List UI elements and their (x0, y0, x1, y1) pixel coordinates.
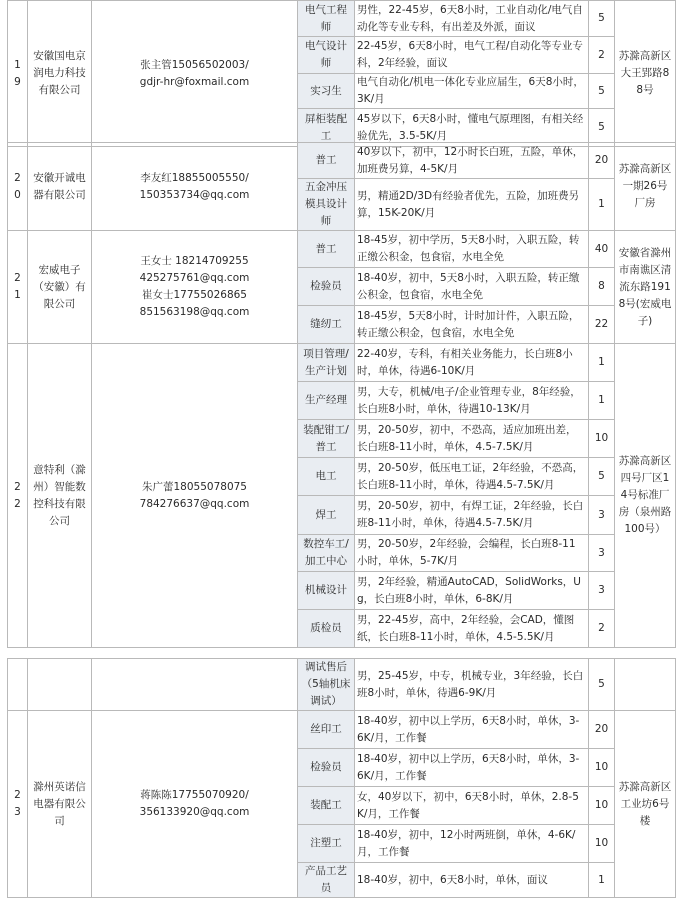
row-number: 21 (8, 231, 28, 344)
job-title: 检验员 (298, 749, 355, 787)
job-requirements: 男，20-50岁，初中，有焊工证，2年经验，长白班8-11小时，单休，待遇4.5-7.5K/月 (355, 496, 589, 535)
job-requirements: 男性，22-45岁，6天8小时，工业自动化/电气自动化等专业专科，有出差及外派，面议 (355, 1, 589, 37)
contact-line: gdjr-hr@foxmail.com (139, 75, 250, 88)
job-headcount: 20 (589, 143, 615, 179)
section-companies-20-21 (7, 142, 675, 339)
jobs-table (7, 142, 676, 344)
job-headcount: 3 (589, 572, 615, 610)
contact-line: 851563198@qq.com (139, 306, 250, 318)
job-headcount: 10 (589, 825, 615, 863)
job-requirements: 18-40岁，初中以上学历，6天8小时，单休，3-6K/月，工作餐 (355, 749, 589, 787)
job-title: 注塑工 (298, 825, 355, 863)
company-address: 安徽省滁州市南谯区清流东路1918号(宏威电子) (615, 231, 676, 344)
job-headcount: 5 (589, 109, 615, 147)
job-title: 丝印工 (298, 711, 355, 749)
job-headcount: 5 (589, 458, 615, 496)
job-headcount: 1 (589, 863, 615, 898)
company-address: 苏滁高新区工业坊6号楼 (615, 711, 676, 898)
job-title: 生产经理 (298, 382, 355, 420)
row-number: 20 (8, 143, 28, 231)
contact-line: 150353734@qq.com (139, 188, 250, 201)
job-requirements: 男，2年经验，精通AutoCAD，SolidWorks，Ug，长白班8小时，单休，6-8K/月 (355, 572, 589, 610)
contact-line: 李友红18855005550/ (140, 171, 249, 184)
job-requirements: 18-40岁，初中，6天8小时，单休，面议 (355, 863, 589, 898)
row-number: 23 (8, 711, 28, 898)
job-requirements: 男，精通2D/3D有经验者优先，五险，加班费另算，15K-20K/月 (355, 179, 589, 231)
job-title: 屏柜装配工 (298, 109, 355, 147)
job-requirements: 18-40岁，初中，12小时两班倒，单休，4-6K/月，工作餐 (355, 825, 589, 863)
jobs-table (7, 0, 676, 147)
job-title: 装配工 (298, 787, 355, 825)
empty-cell (615, 659, 676, 711)
job-title: 调试售后（5轴机床调试） (298, 659, 355, 711)
job-headcount: 1 (589, 179, 615, 231)
job-headcount: 5 (589, 74, 615, 109)
job-headcount: 2 (589, 610, 615, 648)
job-requirements: 18-40岁，初中以上学历，6天8小时，单休，3-6K/月，工作餐 (355, 711, 589, 749)
company-address: 苏滁高新区四号厂区14号标准厂房（泉州路100号） (615, 344, 676, 648)
row-number: 19 (8, 1, 28, 147)
job-title: 焊工 (298, 496, 355, 535)
row-number: 22 (8, 344, 28, 648)
job-headcount: 40 (589, 231, 615, 268)
job-headcount: 10 (589, 787, 615, 825)
contact-line: 崔女士17755026865 (142, 289, 247, 301)
job-title: 质检员 (298, 610, 355, 648)
job-title: 产品工艺员 (298, 863, 355, 898)
contact-line: 784276637@qq.com (139, 497, 250, 510)
section-company-19 (7, 0, 675, 142)
job-title: 普工 (298, 231, 355, 268)
job-requirements: 18-45岁，5天8小时，计时加计件，入职五险，转正缴公积金，包食宿，水电全免 (355, 306, 589, 344)
jobs-table (7, 658, 676, 898)
job-title: 电工 (298, 458, 355, 496)
company-address: 苏滁高新区大王郢路88号 (615, 1, 676, 147)
job-headcount: 10 (589, 749, 615, 787)
job-headcount: 3 (589, 496, 615, 535)
job-headcount: 2 (589, 37, 615, 74)
company-name: 意特利（滁州）智能数控科技有限公司 (28, 344, 92, 648)
company-name: 滁州英诺信电器有限公司 (28, 711, 92, 898)
job-requirements: 电气自动化/机电一体化专业应届生，6天8小时，3K/月 (355, 74, 589, 109)
contact-info (92, 143, 298, 231)
job-requirements: 18-40岁，初中，5天8小时，入职五险，转正缴公积金，包食宿，水电全免 (355, 268, 589, 306)
job-headcount: 8 (589, 268, 615, 306)
job-requirements: 男，20-50岁，初中，不恐高，适应加班出差，长白班8-11小时，单休，4.5-7.5K/月 (355, 420, 589, 458)
contact-info (92, 1, 298, 147)
job-title: 实习生 (298, 74, 355, 109)
job-headcount: 5 (589, 659, 615, 711)
job-requirements: 女，40岁以下，初中，6天8小时，单休，2.8-5K/月，工作餐 (355, 787, 589, 825)
job-headcount: 5 (589, 1, 615, 37)
job-title: 数控车工/加工中心 (298, 535, 355, 572)
job-requirements: 40岁以下，初中，12小时长白班，五险，单休，加班费另算，4-5K/月 (355, 143, 589, 179)
job-title: 缝纫工 (298, 306, 355, 344)
job-requirements: 男，20-50岁，2年经验，会编程，长白班8-11小时，单休，5-7K/月 (355, 535, 589, 572)
contact-line: 356133920@qq.com (139, 806, 250, 818)
job-title: 电气工程师 (298, 1, 355, 37)
contact-line: 张主管15056502003/ (140, 58, 249, 71)
section-company-22 (7, 343, 675, 649)
company-address: 苏滁高新区一期26号厂房 (615, 143, 676, 231)
contact-line: 425275761@qq.com (139, 272, 250, 284)
job-requirements: 22-40岁，专科，有相关业务能力，长白班8小时，单休，待遇6-10K/月 (355, 344, 589, 382)
job-headcount: 1 (589, 344, 615, 382)
contact-line: 王女士 18214709255 (140, 255, 249, 267)
job-title: 五金冲压模具设计师 (298, 179, 355, 231)
job-requirements: 男，22-45岁，高中，2年经验，会CAD，懂图纸，长白班8-11小时，单休，4.5-5.5K/月 (355, 610, 589, 648)
contact-info (92, 344, 298, 648)
job-title: 装配钳工/普工 (298, 420, 355, 458)
job-headcount: 10 (589, 420, 615, 458)
contact-info (92, 711, 298, 898)
job-title: 检验员 (298, 268, 355, 306)
job-headcount: 22 (589, 306, 615, 344)
job-title: 机械设计 (298, 572, 355, 610)
company-name: 安徽国电京润电力科技有限公司 (28, 1, 92, 147)
empty-cell (92, 659, 298, 711)
contact-info (92, 231, 298, 344)
contact-line: 蒋陈陈17755070920/ (140, 789, 249, 801)
job-headcount: 20 (589, 711, 615, 749)
empty-cell (8, 659, 28, 711)
job-title: 电气设计师 (298, 37, 355, 74)
job-headcount: 1 (589, 382, 615, 420)
job-requirements: 男，25-45岁，中专，机械专业，3年经验，长白班8小时，单休，待遇6-9K/月 (355, 659, 589, 711)
section-company-23 (7, 658, 675, 894)
contact-line: 朱广蕾18055078075 (142, 480, 247, 493)
job-requirements: 男，大专，机械/电子/企业管理专业，8年经验，长白班8小时，单休，待遇10-13K/月 (355, 382, 589, 420)
jobs-table (7, 343, 676, 648)
empty-cell (28, 659, 92, 711)
job-headcount: 3 (589, 535, 615, 572)
job-title: 普工 (298, 143, 355, 179)
job-requirements: 45岁以下，6天8小时，懂电气原理图，有相关经验优先，3.5-5K/月 (355, 109, 589, 147)
company-name: 安徽开诚电器有限公司 (28, 143, 92, 231)
job-title: 项目管理/生产计划 (298, 344, 355, 382)
job-requirements: 22-45岁，6天8小时，电气工程/自动化等专业专科，2年经验，面议 (355, 37, 589, 74)
job-requirements: 18-45岁，初中学历，5天8小时，入职五险，转正缴公积金，包食宿，水电全免 (355, 231, 589, 268)
job-requirements: 男，20-50岁，低压电工证，2年经验，不恐高，长白班8-11小时，单休，待遇4.5-7.5K/月 (355, 458, 589, 496)
company-name: 宏威电子（安徽）有限公司 (28, 231, 92, 344)
